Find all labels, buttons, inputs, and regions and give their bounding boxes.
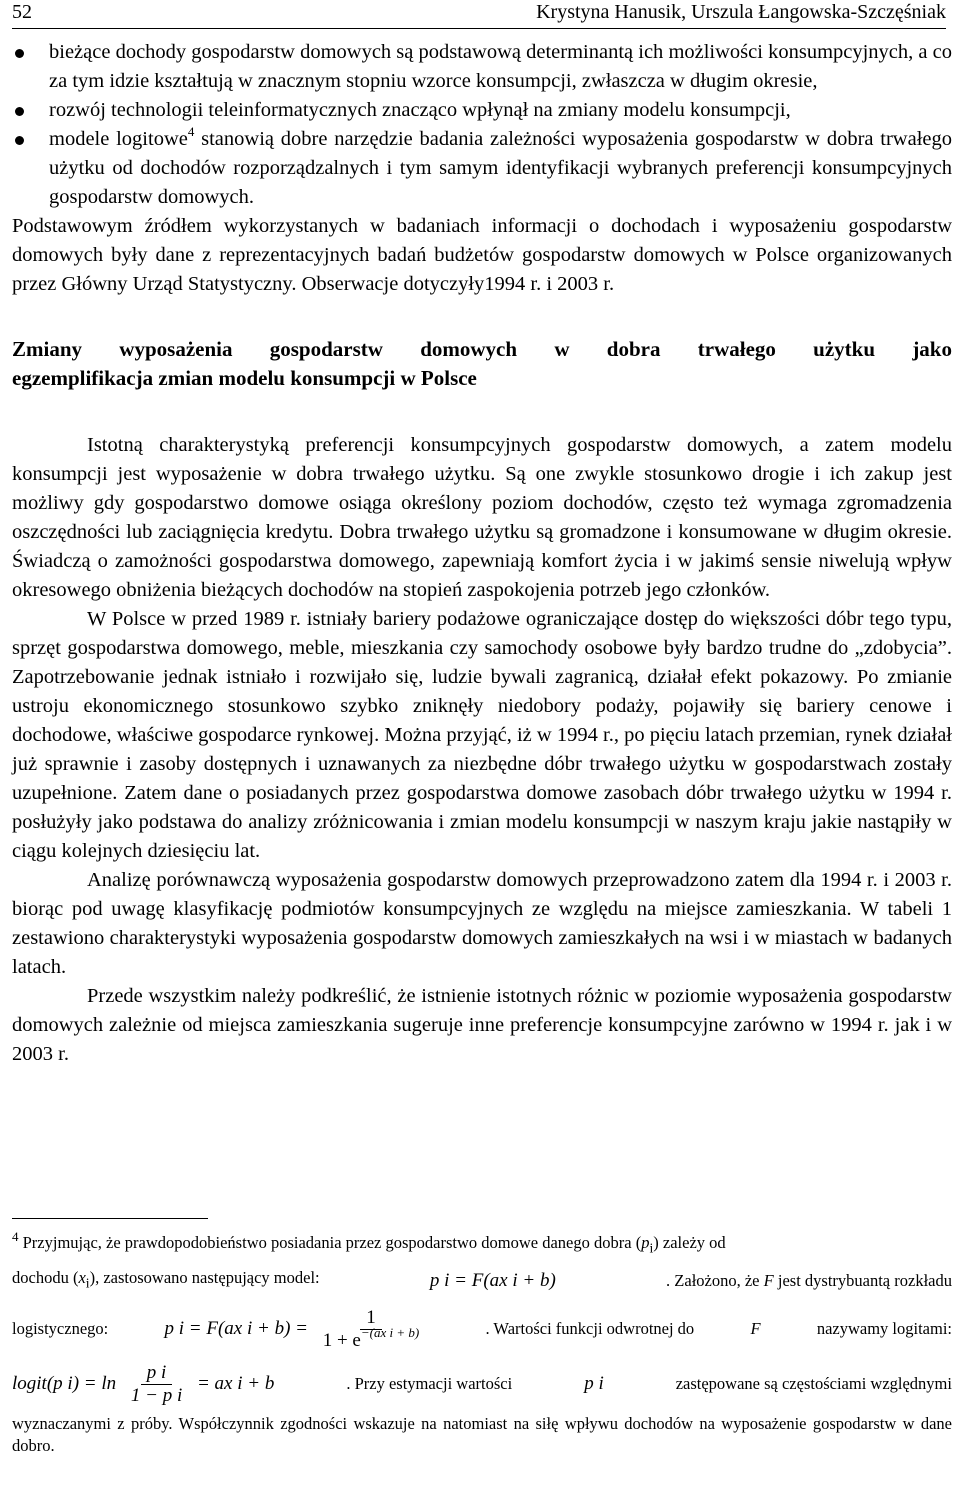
fraction-numerator: p i bbox=[141, 1362, 173, 1385]
footnote-line: wyznaczanymi z próby. Współczynnik zgodności wskazuje na natomiast na siłę wpływu dochodów na wyposażenie gospodarstw w dane dobro. bbox=[12, 1413, 952, 1455]
math-sub: i bbox=[649, 1240, 654, 1256]
footnote-text: . Wartości funkcji odwrotnej do bbox=[485, 1319, 695, 1339]
paragraph: Istotną charakterystyką preferencji konsumpcyjnych gospodarstw domowych, a zatem modelu konsumpcji jest wyposażenie w dobra trwałego użytku. Są one zwykle stosunkowo drogie i ich zakup jest możliwy gdy gospodarstwo domowe osiąga określony poziom dochodów, często też wymaga zgromadzenia oszczędności lub zaciągnięcia kredytu. Dobra trwałego użytku są gromadzone i konsumowane w długim okresie. Świadczą o zamożności gospodarstwa domowego, zapewniają komfort życia i w jakimś sensie niwelują wpływ okresowego obniżenia bieżących dochodów na stopień zaspokojenia potrzeb jego członków. bbox=[12, 434, 952, 601]
math-var: x bbox=[78, 1268, 86, 1288]
section-title bbox=[12, 335, 952, 393]
footnote-text: Przyjmując, że prawdopodobieństwo posiadania przez gospodarstwo domowe danego dobra ( bbox=[22, 1233, 642, 1252]
paragraph: W Polsce w przed 1989 r. istniały bariery podażowe ograniczające dostęp do większości dóbr tego typu, sprzęt gospodarstwa domowego, meble, mieszkania czy samochody osobowe były bardzo trudne do „zdobycia”. Zapotrzebowanie jednak istniało i rozwijało się, ludzie bywali zagranicą, działał efekt pokazowy. Po zmianie ustroju ekonomicznego stosunkowo szybko zniknęły niedobory podaży, pojawiły się bariery cenowe i dochodowe, właściwe gospodarce rynkowej. Można przyjąć, iż w 1994 r., po pięciu latach przemian, rynek działał już sprawnie i zasoby dostępnych i uznawanych za niezbędne dóbr trwałego użytku w gospodarstwach zostały uzupełnione. Zatem dane o posiadanych przez gospodarstwa domowe zasobach dóbr trwałego użytku w 1994 r. posłużyły jako podstawa do analizy zróżnicowania i zmian modelu konsumpcji w naszym kraju jakie nastąpiły w ciągu kolejnych dziesięciu lat. bbox=[12, 608, 952, 862]
footnote-text: jest dystrybuantą rozkładu bbox=[777, 1270, 952, 1290]
footnote-text: zastępowane są częstościami względnymi bbox=[675, 1374, 952, 1394]
fraction-denominator: 1 − p i bbox=[130, 1384, 183, 1406]
running-header-authors: Krystyna Hanusik, Urszula Łangowska-Szczęśniak bbox=[536, 1, 946, 23]
main-text bbox=[12, 38, 952, 1069]
footnote-line bbox=[12, 1228, 952, 1259]
footnote-number: 4 bbox=[12, 1228, 19, 1244]
bullet-item: bieżące dochody gospodarstw domowych są podstawową determinantą ich możliwości konsumpcyjnych, a co za tym idzie kształtują w znacznym stopniu wzorce konsumpcji, zwłaszcza w długim okresie, bbox=[12, 38, 952, 96]
footnote-text: . Założono, że bbox=[666, 1270, 760, 1290]
math-var: F bbox=[763, 1270, 774, 1290]
exponent: −(ax i + b) bbox=[360, 1325, 420, 1341]
math-sub: i bbox=[85, 1275, 90, 1291]
equation-rhs: = ax i + b bbox=[196, 1372, 275, 1394]
footnote-text: . Przy estymacji wartości bbox=[346, 1374, 513, 1394]
footnote bbox=[12, 1228, 952, 1457]
footnote-text: ) zależy od bbox=[653, 1233, 726, 1252]
footnote-text: logistycznego: bbox=[12, 1319, 109, 1339]
footnote-line bbox=[12, 1307, 952, 1352]
footnote-text: nazywamy logitami: bbox=[816, 1319, 952, 1339]
math-var: p i bbox=[584, 1373, 604, 1395]
fraction-denominator: $1 + e^{-(ax i + b)}$ bbox=[322, 1325, 420, 1351]
paragraph: Analizę porównawczą wyposażenia gospodarstw domowych przeprowadzono zatem dla 1994 r. i 2003 r. biorąc pod uwagę klasyfikację podmiotów konsumpcyjnych ze względu na miejsce zamieszkania. W tabeli 1 zestawiono charakterystyki wyposażenia gospodarstw domowych zamieszkałych na wsi i w miastach w badanych latach. bbox=[12, 869, 952, 978]
fraction bbox=[317, 1307, 426, 1352]
footnote-ref[interactable]: 4 bbox=[187, 124, 195, 140]
running-header bbox=[12, 0, 946, 28]
footnote-line bbox=[12, 1267, 952, 1294]
footnote-rule bbox=[12, 1218, 208, 1219]
section-title-line: egzemplifikacja zmian modelu konsumpcji w Polsce bbox=[12, 366, 477, 390]
bullet-list bbox=[12, 38, 952, 212]
intro-paragraph: Podstawowym źródłem wykorzystanych w badaniach informacji o dochodach i wyposażeniu gospodarstw domowych były dane z reprezentacyjnych badań budżetów gospodarstw domowych w Polsce organizowanych przez Główny Urząd Statystyczny. Obserwacje dotyczyły1994 r. i 2003 r. bbox=[12, 215, 952, 295]
model-equation: p i = F(ax i + b) bbox=[429, 1269, 556, 1291]
logit-equation bbox=[12, 1362, 274, 1407]
bullet-item: rozwój technologii teleinformatycznych znacząco wpłynął na zmiany modelu konsumpcji, bbox=[12, 96, 952, 125]
header-rule bbox=[12, 28, 946, 29]
logistic-equation bbox=[165, 1307, 430, 1352]
section-title-line: Zmiany wyposażenia gospodarstw domowych w dobra trwałego użytku jako bbox=[12, 337, 952, 361]
footnote-line bbox=[12, 1362, 952, 1407]
footnote-text: dochodu ( bbox=[12, 1268, 79, 1288]
math-var: p bbox=[641, 1233, 650, 1252]
equation-lhs: logit(p i) = ln bbox=[12, 1372, 117, 1394]
fraction bbox=[125, 1362, 188, 1407]
page-number: 52 bbox=[12, 1, 32, 23]
bullet-item bbox=[12, 125, 952, 212]
math-var: F bbox=[750, 1319, 761, 1339]
equation-lhs: p i = F(ax i + b) = bbox=[164, 1317, 308, 1339]
bullet-text: stanowią dobre narzędzie badania zależności wyposażenia gospodarstw w dobra trwałego użytku od dochodów rozporządzalnych i tym samym identyfikacji wybranych preferencji konsumpcyjnych gospodarstw domowych. bbox=[49, 128, 952, 208]
paragraph: Przede wszystkim należy podkreślić, że istnienie istotnych różnic w poziomie wyposażenia gospodarstw domowych zależnie od miejsca zamieszkania sugeruje inne preferencje konsumpcyjne zarówno w 1994 r. jak i w 2003 r. bbox=[12, 985, 952, 1065]
bullet-text: modele logitowe bbox=[49, 128, 188, 150]
footnote-text: ), zastosowano następujący model: bbox=[89, 1268, 320, 1288]
fraction-numerator: 1 bbox=[360, 1307, 382, 1330]
